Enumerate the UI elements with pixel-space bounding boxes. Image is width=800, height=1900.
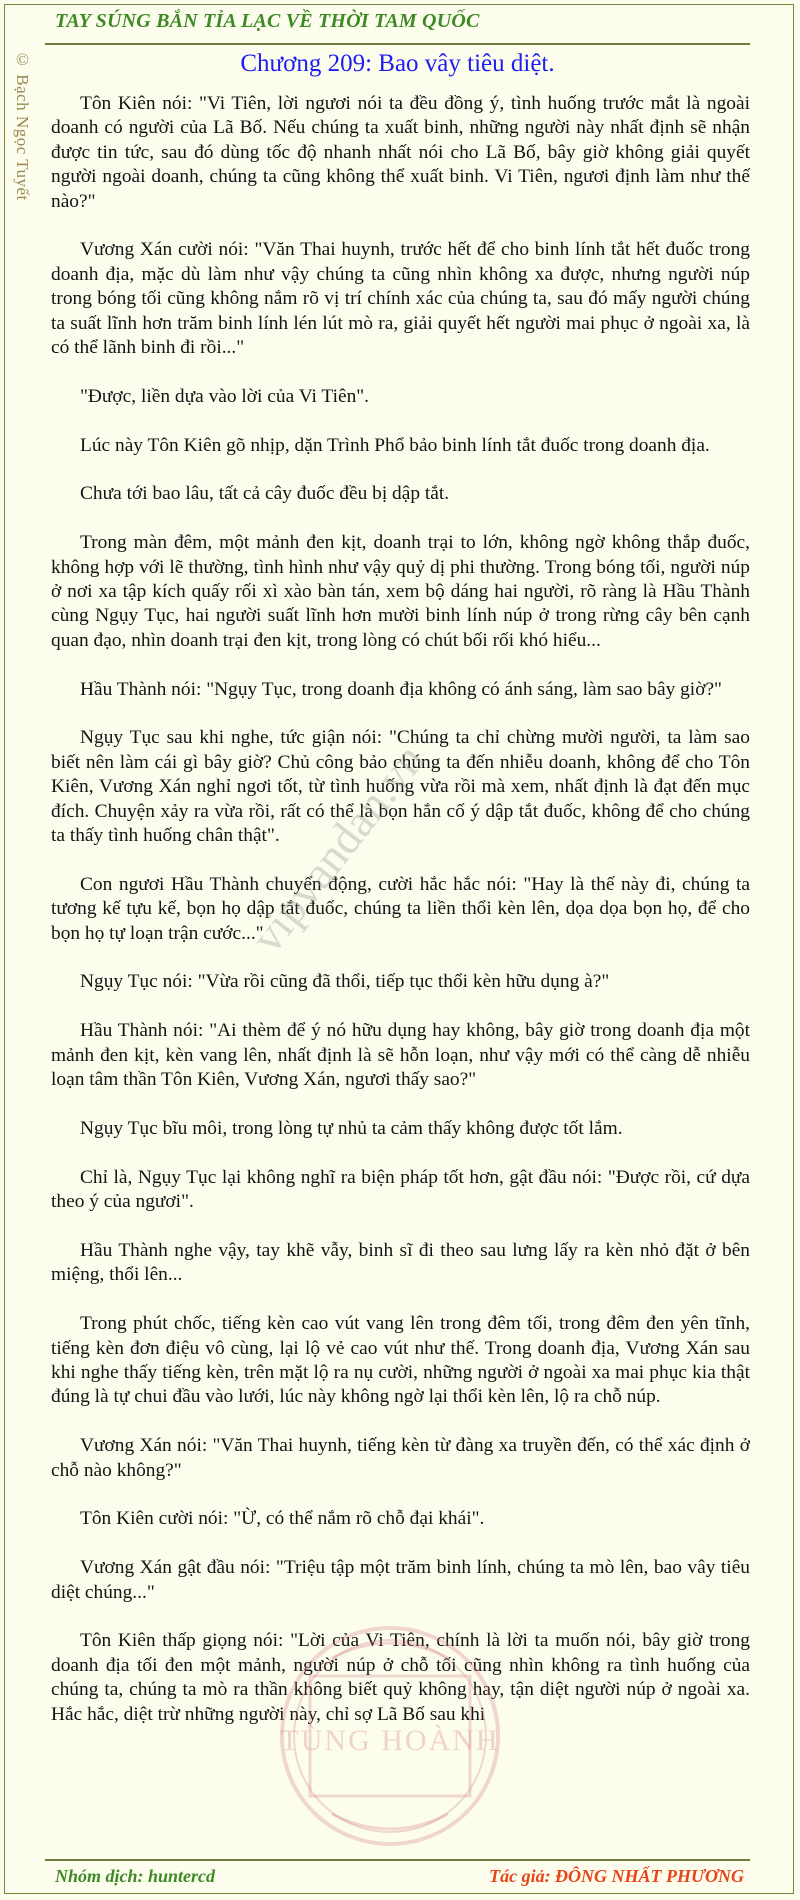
- paragraph: Hầu Thành nghe vậy, tay khẽ vẫy, binh sĩ đi theo sau lưng lấy ra kèn nhỏ đặt ở bên miệng, thổi lên...: [51, 1239, 750, 1286]
- chapter-title: Chương 209: Bao vây tiêu diệt.: [240, 50, 555, 77]
- paragraph: Chưa tới bao lâu, tất cả cây đuốc đều bị dập tắt.: [80, 483, 450, 505]
- book-title-header: TAY SÚNG BẮN TỈA LẠC VỀ THỜI TAM QUỐC: [55, 10, 480, 32]
- paragraph: Trong màn đêm, một mảnh đen kịt, doanh trại to lớn, không ngờ không thắp đuốc, không hợp với lẽ thường, tình hình như vậy quỷ dị phi thường. Trong bóng tối, người núp ở nơi xa tập kích quấy rối xì xào bàn tán, xem bộ dáng hai người, rõ ràng là Hầu Thành cùng Ngụy Tục, hai người suất lĩnh hơn mười binh lính núp ở trong rừng cây bên cạnh quan đạo, nhìn doanh trại đen kịt, trong lòng có chút bối rối khó hiểu...: [51, 532, 750, 651]
- copyright-side-mark: © Bạch Ngọc Tuyết: [13, 50, 32, 201]
- translator-credit: Nhóm dịch: huntercd: [55, 1866, 216, 1886]
- paragraph: Tôn Kiên thấp giọng nói: "Lời của Vi Tiên, chính là lời ta muốn nói, bây giờ trong doanh địa tối đen một mảnh, người núp ở chỗ tối cũng nhìn không ra tình huống của chúng ta, chúng ta mò ra thần không biết quỷ không hay, tận diệt người núp ở ngoài xa. Hắc hắc, diệt trừ những người này, chỉ sợ Lã Bố sau khi: [51, 1630, 750, 1725]
- paragraph: "Được, liền dựa vào lời của Vi Tiên".: [80, 385, 370, 407]
- paragraph: Tôn Kiên cười nói: "Ừ, có thể nắm rõ chỗ đại khái".: [80, 1508, 485, 1530]
- seal-watermark-icon: [272, 1618, 508, 1854]
- author-credit: Tác giả: ĐÔNG NHẤT PHƯƠNG: [489, 1866, 744, 1886]
- paragraph: Tôn Kiên nói: "Vi Tiên, lời ngươi nói ta đều đồng ý, tình huống trước mắt là ngoài doanh có người của Lã Bố. Nếu chúng ta xuất binh, những người này nhất định sẽ nhận được tin tức, sau đó dùng tốc độ nhanh nhất nói cho Lã Bố, bây giờ không giải quyết người ngoài doanh, chúng ta cũng không thể xuất binh. Vi Tiên, ngươi định làm như thế nào?": [51, 93, 750, 212]
- paragraph: Ngụy Tục nói: "Vừa rồi cũng đã thổi, tiếp tục thổi kèn hữu dụng à?": [80, 971, 610, 993]
- paragraph: Chỉ là, Ngụy Tục lại không nghĩ ra biện pháp tốt hơn, gật đầu nói: "Được rồi, cứ dựa theo ý của ngươi".: [51, 1166, 750, 1213]
- footer-divider: [45, 1859, 750, 1861]
- paragraph: Trong phút chốc, tiếng kèn cao vút vang lên trong đêm tối, trong đêm đen yên tĩnh, tiếng kèn đơn điệu vô cùng, lại lộ vẻ cao vút như thế. Trong doanh địa, Vương Xán sau khi nghe thấy tiếng kèn, trên mặt lộ ra nụ cười, những người ở ngoài xa mai phục kia thật đúng là tự chui đầu vào lưới, lúc này không ngờ lại thổi kèn lên, lộ ra chỗ núp.: [51, 1313, 750, 1408]
- paragraph: Ngụy Tục bĩu môi, trong lòng tự nhủ ta cảm thấy không được tốt lắm.: [80, 1117, 623, 1139]
- chapter-body: [51, 92, 750, 1850]
- paragraph: Ngụy Tục sau khi nghe, tức giận nói: "Chúng ta chỉ chừng mười người, ta làm sao biết nên làm cái gì bây giờ? Chủ công bảo chúng ta đến nhiễu doanh, không để cho Tôn Kiên, Vương Xán nghỉ ngơi tốt, từ tình huống vừa rồi mà xem, nhất định là đạt đến mục đích. Chuyện xảy ra vừa rồi, rất có thể là bọn hắn cố ý dập tắt đuốc, không để cho chúng ta thấy tình huống chân thật".: [51, 727, 750, 847]
- diagonal-watermark: vipvandan.vn: [240, 734, 435, 963]
- paragraph: Hầu Thành nói: "Ai thèm để ý nó hữu dụng hay không, bây giờ trong doanh địa một mảnh đen kịt, kèn vang lên, nhất định là sẽ hỗn loạn, như vậy mới có thể càng dễ nhiễu loạn tâm thần Tôn Kiên, Vương Xán, ngươi thấy sao?": [51, 1020, 750, 1091]
- paragraph: Vương Xán gật đầu nói: "Triệu tập một trăm binh lính, chúng ta mò lên, bao vây tiêu diệt chúng...": [51, 1557, 750, 1603]
- paragraph: Vương Xán nói: "Văn Thai huynh, tiếng kèn từ đàng xa truyền đến, có thể xác định ở chỗ nào không?": [51, 1435, 750, 1481]
- seal-text: TÙNG HOÀNH: [280, 1724, 500, 1757]
- paragraph: Hầu Thành nói: "Ngụy Tục, trong doanh địa không có ánh sáng, làm sao bây giờ?": [80, 678, 722, 700]
- paragraph: Con ngươi Hầu Thành chuyển động, cười hắc hắc nói: "Hay là thế này đi, chúng ta tương kế tựu kế, bọn họ dập tắt đuốc, chúng ta liền thổi kèn lên, dọa dọa bọn họ, để cho bọn họ tự loạn trận cước...": [51, 873, 750, 944]
- paragraph: Vương Xán cười nói: "Văn Thai huynh, trước hết để cho binh lính tắt hết đuốc trong doanh địa, mặc dù làm như vậy chúng ta cũng nhìn không xa được, nhưng người núp trong bóng tối cũng không nắm rõ vị trí chính xác của chúng ta, sau đó mấy người chúng ta suất lĩnh hơn trăm binh lính lén lút mò ra, giải quyết hết người mai phục ở ngoài xa, là có thể lãnh binh đi rồi...": [51, 239, 750, 359]
- paragraph: Lúc này Tôn Kiên gõ nhịp, dặn Trình Phổ bảo binh lính tắt đuốc trong doanh địa.: [80, 434, 710, 456]
- header-divider: [45, 43, 750, 45]
